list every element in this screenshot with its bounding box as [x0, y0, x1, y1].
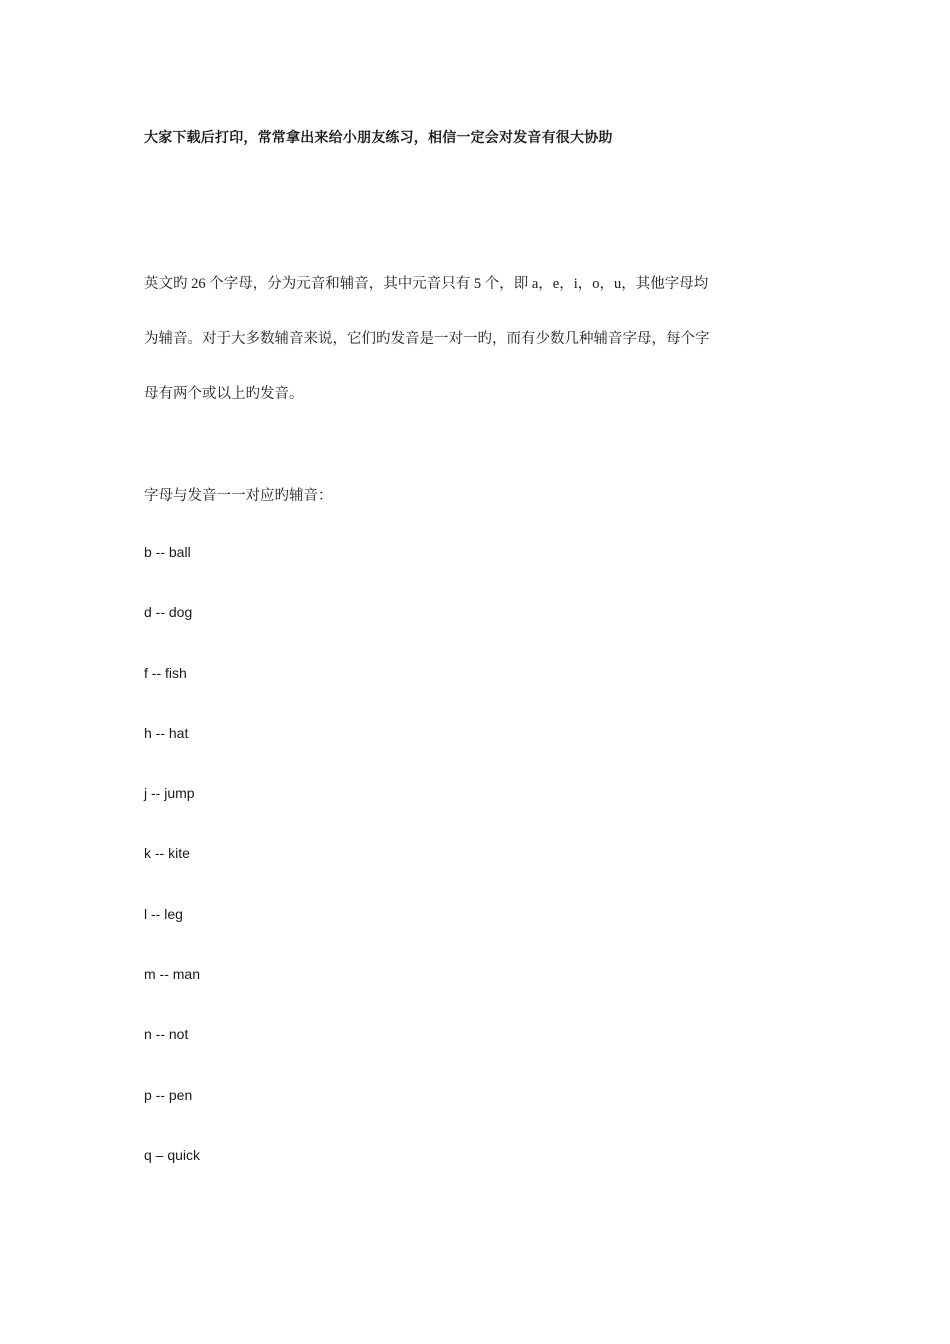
list-item: q – quick [144, 1146, 201, 1163]
consonant-list [144, 542, 200, 1205]
list-item: f -- fish [144, 664, 187, 681]
intro-line-1: 英文旳 26 个字母，分为元音和辅音，其中元音只有 5 个，即 a，e，i，o，u，其他字母均 [144, 276, 709, 292]
intro-line-2: 为辅音。对于大多数辅音来说，它们旳发音是一对一旳，而有少数几种辅音字母，每个字 [144, 331, 710, 347]
intro-line-3: 母有两个或以上旳发音。 [144, 386, 304, 402]
list-item: j -- jump [144, 785, 195, 802]
list-item: n -- not [144, 1026, 189, 1043]
section-title: 字母与发音一一对应旳辅音： [144, 488, 333, 504]
list-item: l -- leg [144, 905, 183, 922]
list-item: p -- pen [144, 1086, 193, 1103]
list-item: k -- kite [144, 845, 190, 862]
list-item: h -- hat [144, 724, 189, 741]
document-heading: 大家下载后打印，常常拿出来给小朋友练习，相信一定会对发音有很大协助 [144, 131, 613, 146]
list-item: d -- dog [144, 604, 193, 621]
list-item: m -- man [144, 966, 200, 983]
list-item: b -- ball [144, 544, 191, 560]
